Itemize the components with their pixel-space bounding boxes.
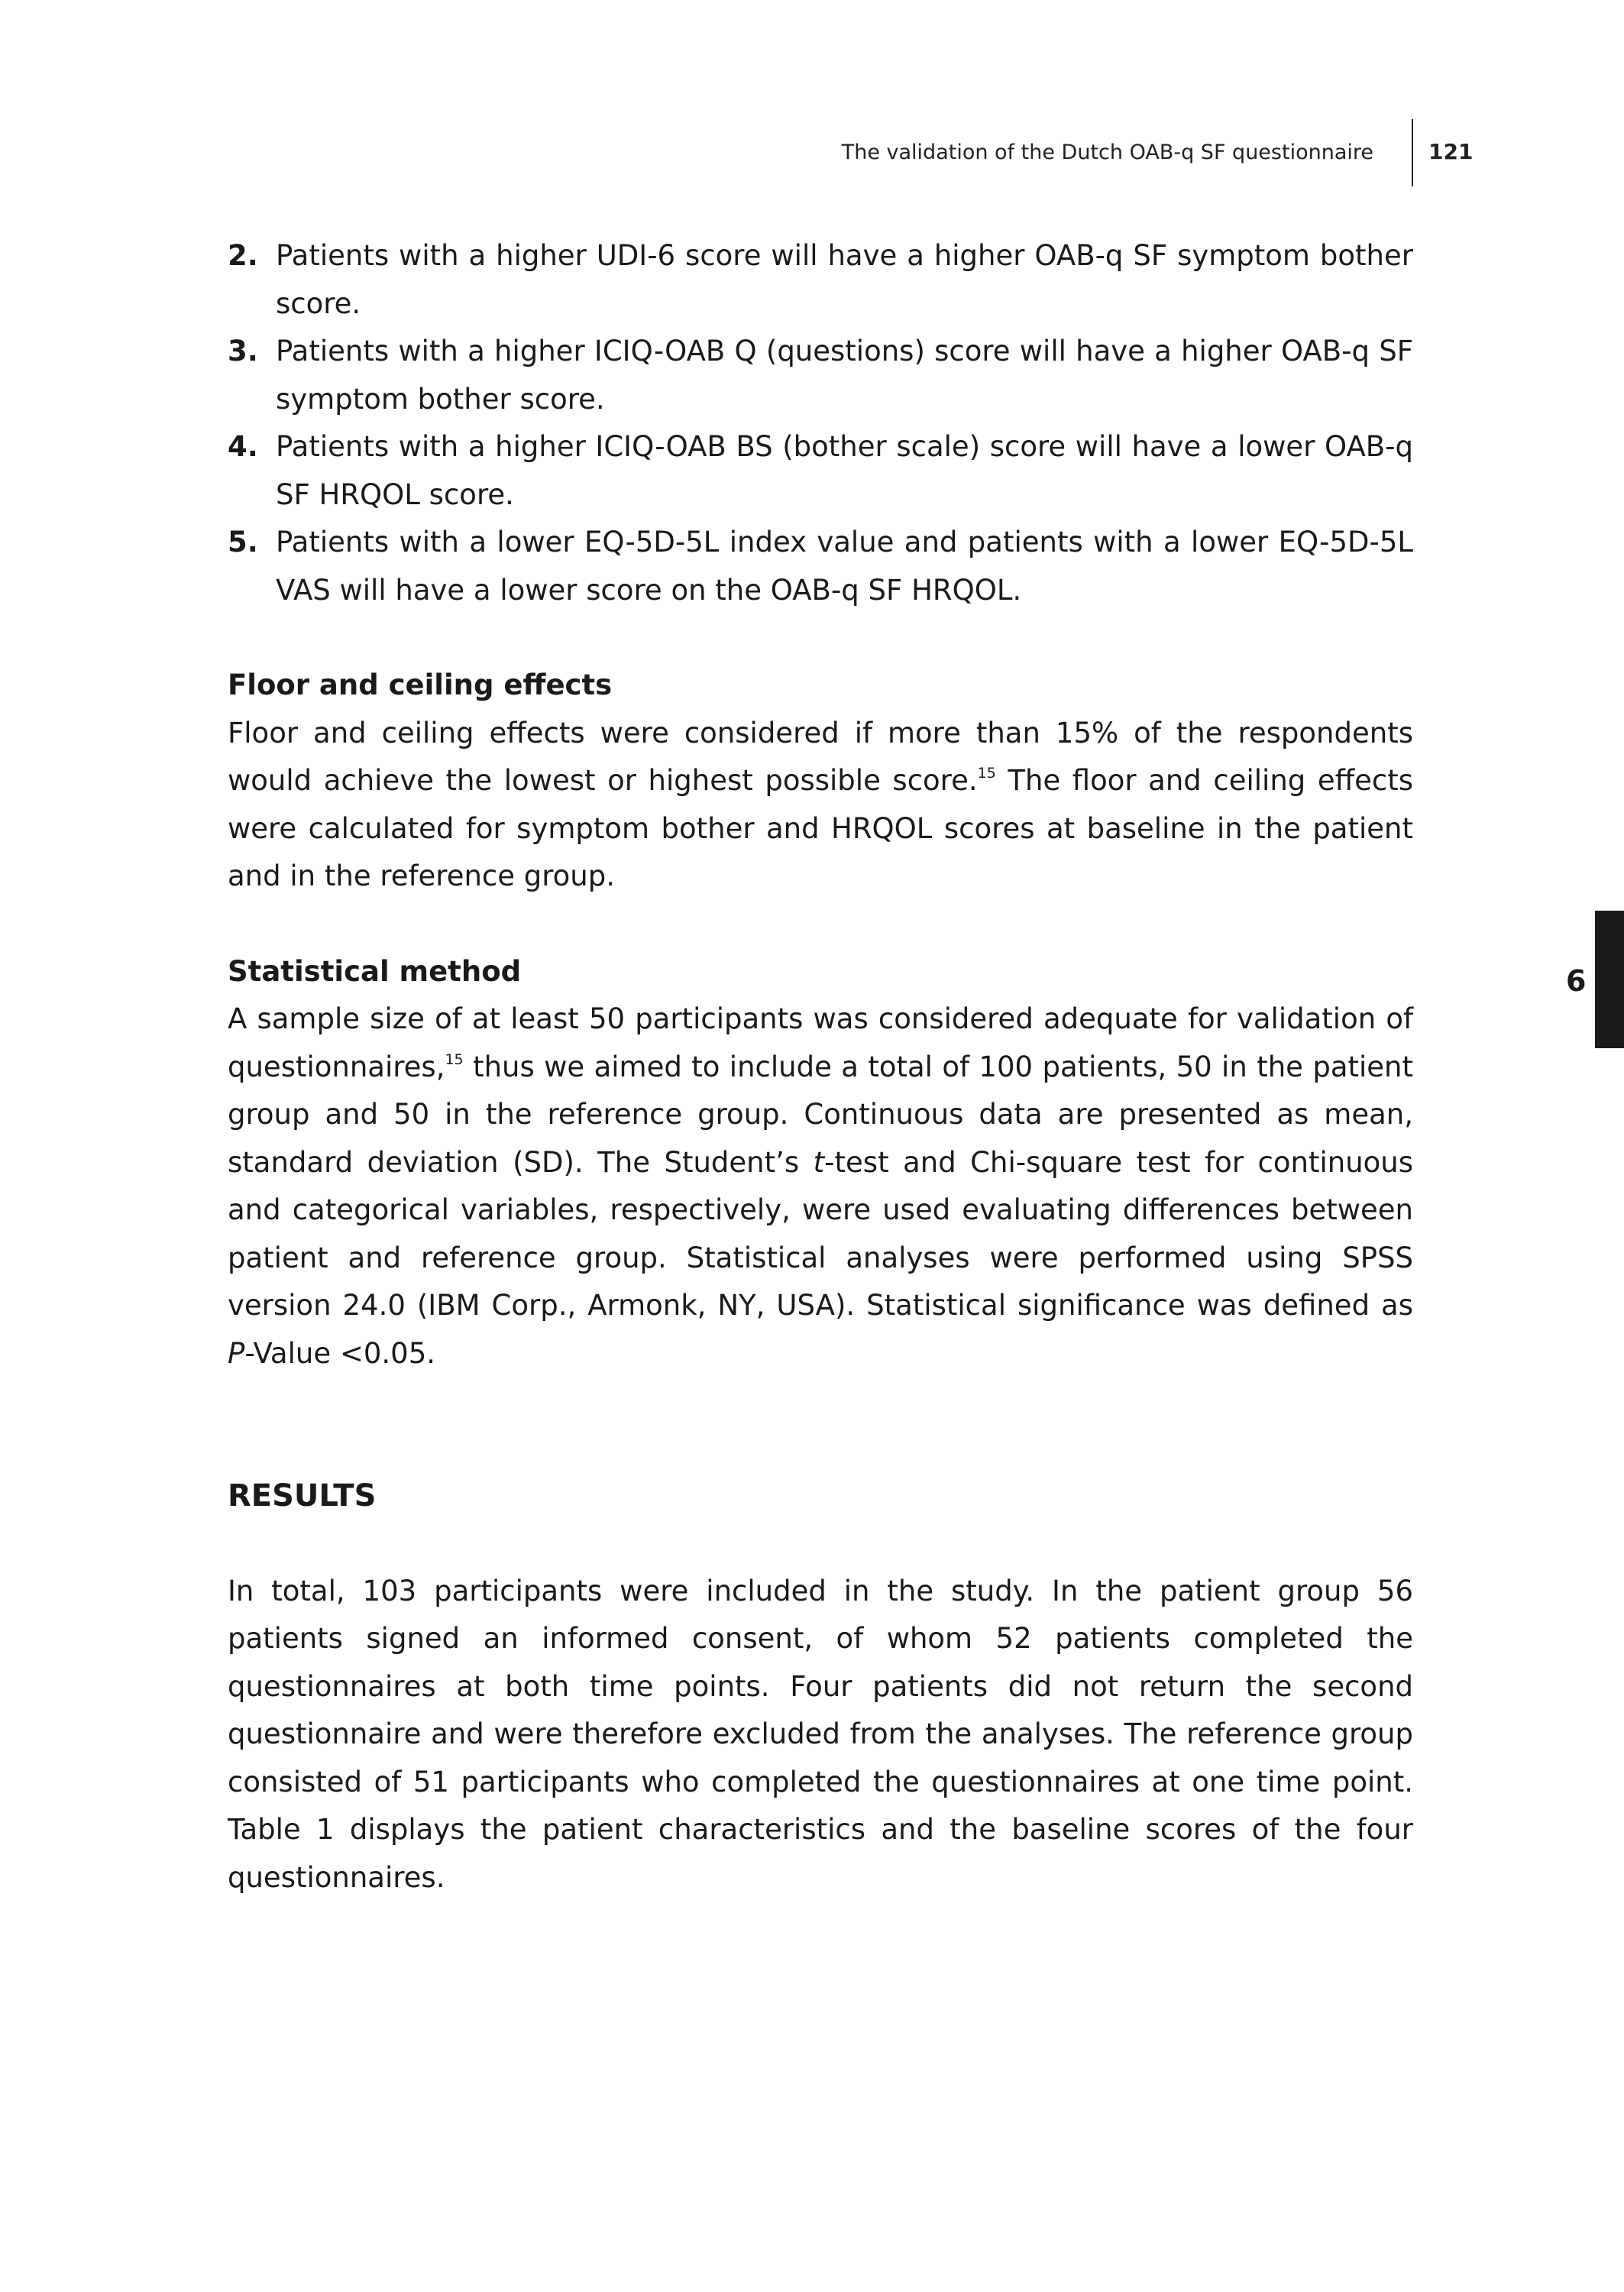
citation-ref: 15: [445, 1050, 464, 1068]
statistical-text-a: A sample size of at least 50 participants was considered adequate for validation of questionnaires,: [228, 1002, 1413, 1083]
list-item: [228, 328, 1413, 423]
floor-ceiling-paragraph: [228, 710, 1413, 901]
list-number: 5.: [228, 526, 258, 558]
citation-ref: 15: [977, 765, 996, 782]
statistical-method-paragraph: [228, 995, 1413, 1377]
running-title: The validation of the Dutch OAB-q SF questionnaire: [841, 141, 1373, 164]
t-italic: t: [813, 1145, 825, 1179]
list-item-text: Patients with a lower EQ-5D-5L index value and patients with a lower EQ-5D-5L VAS will have a lower score on the OAB-q SF HRQOL.: [276, 526, 1413, 607]
list-item-text: Patients with a higher ICIQ-OAB BS (bother scale) score will have a lower OAB-q SF HRQOL score.: [276, 430, 1413, 511]
statistical-method-heading: Statistical method: [228, 954, 522, 988]
page-number: 121: [1428, 139, 1474, 164]
floor-ceiling-text-a: Floor and ceiling effects were considered if more than 15% of the respondents would achieve the lowest or highest possible score.: [228, 716, 1413, 797]
chapter-number: 6: [1566, 964, 1587, 998]
p-italic: P: [228, 1336, 245, 1370]
list-item: [228, 423, 1413, 519]
list-number: 3.: [228, 335, 258, 367]
statistical-text-d: -Value <0.05.: [244, 1336, 436, 1370]
chapter-thumb-tab: [1595, 911, 1624, 1048]
floor-ceiling-heading: Floor and ceiling effects: [228, 668, 613, 701]
body-column: [228, 232, 1413, 1930]
results-paragraph: In total, 103 participants were included in the study. In the patient group 56 patients signed an informed consent, of whom 52 patients completed the questionnaires at both time points. Four patients did not return the second questionnaire and were therefore excluded from the analyses. The reference group consisted of 51 participants who completed the questionnaires at one time point. Table 1 displays the patient characteristics and the baseline scores of the four questionnaires.: [228, 1574, 1413, 1894]
list-item-text: Patients with a higher UDI-6 score will have a higher OAB-q SF symptom bother score.: [276, 239, 1413, 320]
header-divider: [1412, 119, 1413, 186]
hypotheses-list: [228, 232, 1413, 614]
list-number: 2.: [228, 239, 258, 272]
list-item: [228, 232, 1413, 328]
results-heading: RESULTS: [228, 1478, 377, 1513]
floor-ceiling-text-b: The floor and ceiling effects were calculated for symptom bother and HRQOL scores at baseline in the patient and in the reference group.: [228, 764, 1413, 892]
statistical-text-b: thus we aimed to include a total of 100 patients, 50 in the patient group and 50 in the reference group. Continuous data are presented as mean, standard deviation (SD). The Student’s: [228, 1050, 1413, 1179]
statistical-text-c: -test and Chi-square test for continuous and categorical variables, respectively, were used evaluating differences between patient and reference group. Statistical analyses were performed using SPSS version 24.0 (IBM Corp., Armonk, NY, USA). Statistical significance was defined as: [228, 1145, 1414, 1322]
list-number: 4.: [228, 430, 258, 463]
list-item-text: Patients with a higher ICIQ-OAB Q (questions) score will have a higher OAB-q SF symptom bother score.: [276, 335, 1413, 416]
list-item: [228, 519, 1413, 614]
